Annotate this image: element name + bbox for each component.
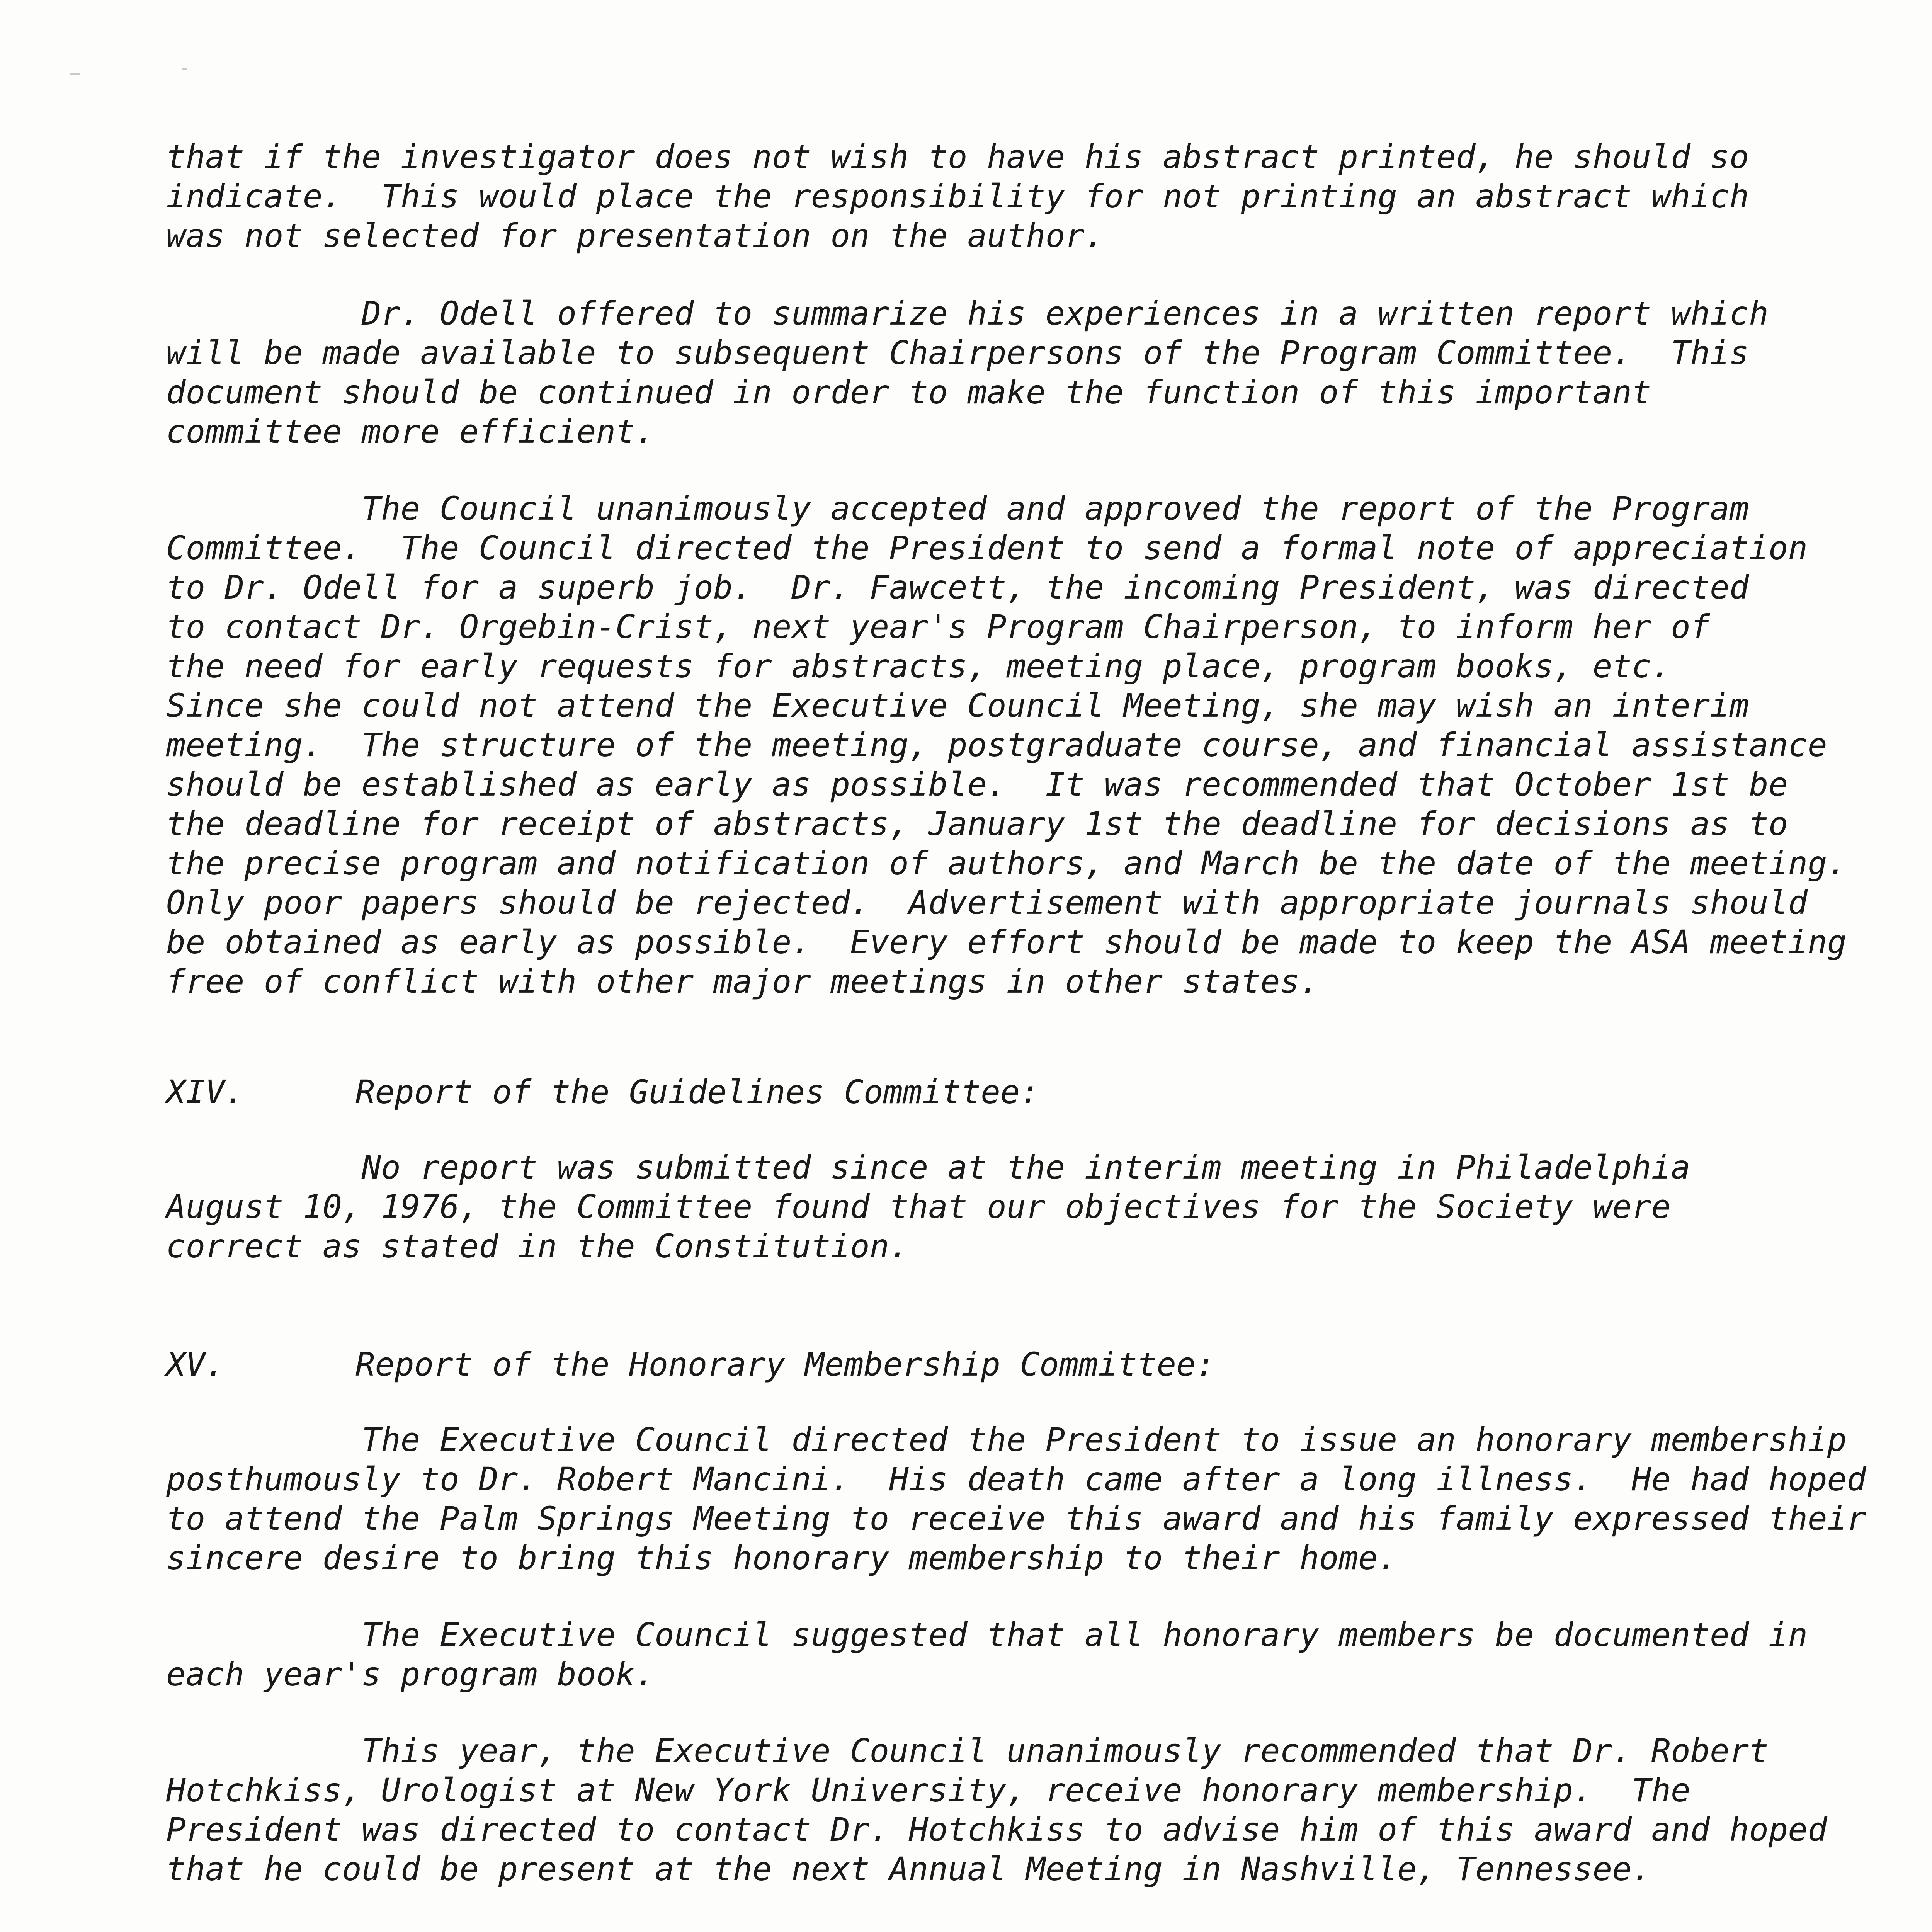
section-number: XIV.	[166, 1073, 245, 1111]
scan-speck	[182, 68, 187, 70]
section-title: Report of the Guidelines Committee:	[355, 1073, 1040, 1111]
scan-speck	[70, 73, 80, 75]
paragraph-honorary-documentation: The Executive Council suggested that all honorary members be documented in each year's program book.	[166, 1616, 1808, 1693]
paragraph-program-abstracts: that if the investigator does not wish to have his abstract printed, he should so indicate. This would place the responsibility for not printing an abstract which was not selected for presentation on the author.	[166, 138, 1749, 255]
section-heading-xv	[166, 1345, 1215, 1384]
section-number: XV.	[166, 1345, 225, 1383]
paragraph-council-program: The Council unanimously accepted and approved the report of the Program Committee. The Council directed the President to send a formal note of appreciation to Dr. Odell for a superb job. Dr. Fawcett, the incoming President, was directed to contact Dr. Orgebin-Crist, next year's Program Chairperson, to inform her of the need for early requests for abstracts, meeting place, program books, etc. Since she could not attend the Executive Council Meeting, she may wish an interim meeting. The structure of the meeting, postgraduate course, and financial assistance should be established as early as possible. It was recommended that October 1st be the deadline for receipt of abstracts, January 1st the deadline for decisions as to the precise program and notification of authors, and March be the date of the meeting. Only poor papers should be rejected. Advertisement with appropriate journals should be obtained as early as possible. Every effort should be made to keep the ASA meeting free of conflict with other major meetings in other states.	[166, 490, 1847, 1000]
paragraph-guidelines: No report was submitted since at the interim meeting in Philadelphia August 10, 1976, the Committee found that our objectives for the Society were correct as stated in the Constitution.	[166, 1148, 1690, 1265]
section-title: Report of the Honorary Membership Committee:	[355, 1345, 1216, 1383]
paragraph-mancini: The Executive Council directed the President to issue an honorary membership posthumously to Dr. Robert Mancini. His death came after a long illness. He had hoped to attend the Palm Springs Meeting to receive this award and his family expressed their sincere desire to bring this honorary membership to their home.	[166, 1421, 1866, 1577]
paragraph-odell-report: Dr. Odell offered to summarize his experiences in a written report which will be made available to subsequent Chairpersons of the Program Committee. This document should be continued in order to make the function of this important committee more efficient.	[166, 294, 1769, 451]
section-heading-xiv	[166, 1072, 1039, 1112]
paragraph-hotchkiss: This year, the Executive Council unanimously recommended that Dr. Robert Hotchkiss, Urologist at New York University, receive honorary membership. The President was directed to contact Dr. Hotchkiss to advise him of this award and hoped that he could be present at the next Annual Meeting in Nashville, Tennessee.	[166, 1732, 1827, 1888]
